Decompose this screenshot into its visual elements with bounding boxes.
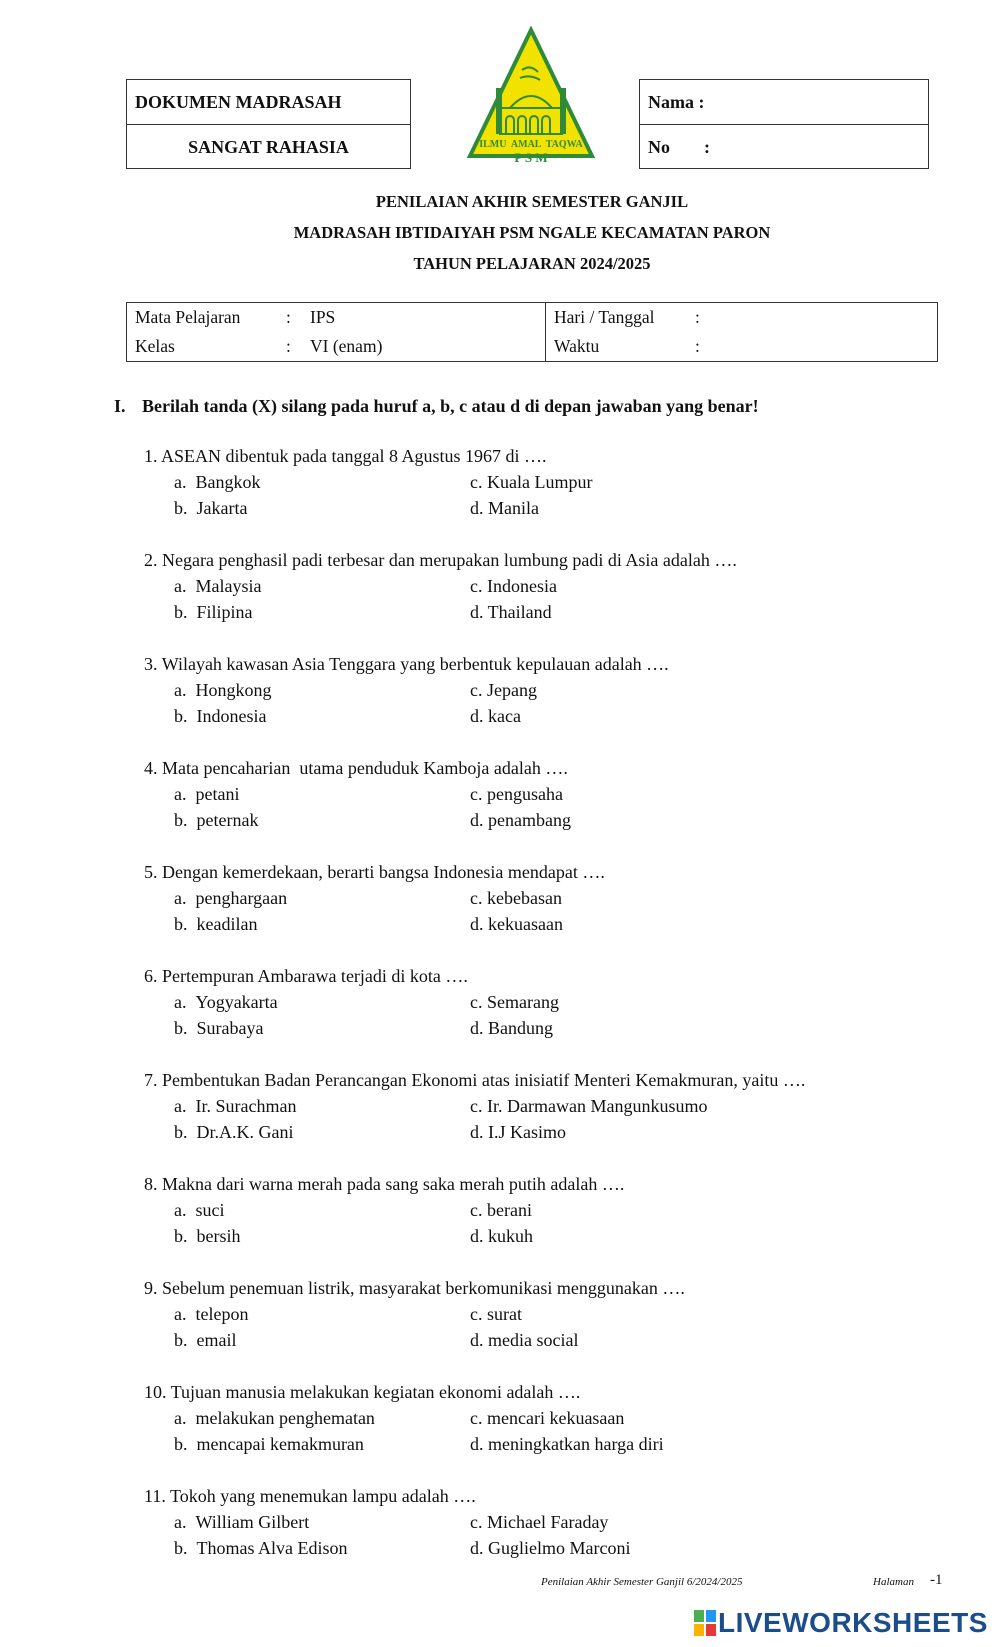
question-text: Pertempuran Ambarawa terjadi di kota …. [162,966,468,986]
section-instruction [114,396,759,417]
question-number: 11. [144,1486,166,1506]
number-colon: : [704,137,710,157]
option-b[interactable]: b. Dr.A.K. Gani [174,1122,294,1142]
question-text: Sebelum penemuan listrik, masyarakat berkomunikasi menggunakan …. [162,1278,685,1298]
class-value: VI (enam) [310,336,383,356]
option-c[interactable]: c. Kuala Lumpur [470,472,593,492]
page-label: Halaman [873,1576,914,1588]
time-colon: : [695,336,700,356]
exam-info-table [126,302,938,362]
question-number: 4. [144,758,158,778]
liveworksheets-logo [694,1606,988,1640]
question-item [144,963,559,1041]
option-a[interactable]: a. Bangkok [174,472,261,492]
question-item [144,1379,664,1457]
option-d[interactable]: d. kekuasaan [470,914,563,934]
option-c[interactable]: c. surat [470,1304,522,1324]
question-text: Tujuan manusia melakukan kegiatan ekonomi adalah …. [166,1382,581,1402]
liveworksheets-text: LIVEWORKSHEETS [718,1607,988,1638]
day-date-colon: : [695,307,700,327]
option-c[interactable]: c. Ir. Darmawan Mangunkusumo [470,1096,708,1116]
option-d[interactable]: d. media social [470,1330,579,1350]
question-text: Tokoh yang menemukan lampu adalah …. [170,1486,476,1506]
question-text: Pembentukan Badan Perancangan Ekonomi atas inisiatif Menteri Kemakmuran, yaitu …. [162,1070,806,1090]
question-text: Mata pencaharian utama penduduk Kamboja adalah …. [162,758,568,778]
option-d[interactable]: d. Guglielmo Marconi [470,1538,631,1558]
doc-type-label: DOKUMEN MADRASAH [135,92,342,112]
question-text: Wilayah kawasan Asia Tenggara yang berbentuk kepulauan adalah …. [161,654,669,674]
school-title: MADRASAH IBTIDAIYAH PSM NGALE KECAMATAN PARON [293,223,771,242]
question-item [144,1275,685,1353]
option-a[interactable]: a. petani [174,784,240,804]
option-a[interactable]: a. penghargaan [174,888,288,908]
question-item [144,755,571,833]
option-c[interactable]: c. Indonesia [470,576,557,596]
question-text: Dengan kemerdekaan, berarti bangsa Indonesia mendapat …. [162,862,605,882]
option-c[interactable]: c. Michael Faraday [470,1512,609,1532]
question-item [144,1171,624,1249]
logo-motto: ILMU AMAL TAQWA [479,139,583,150]
option-a[interactable]: a. melakukan penghematan [174,1408,375,1428]
option-d[interactable]: d. I.J Kasimo [470,1122,566,1142]
instruction-text: Berilah tanda (X) silang pada huruf a, b, c atau d di depan jawaban yang benar! [142,396,759,416]
school-logo [466,26,596,166]
day-date-label: Hari / Tanggal [554,307,655,327]
academic-year: TAHUN PELAJARAN 2024/2025 [413,254,651,273]
option-c[interactable]: c. mencari kekuasaan [470,1408,625,1428]
confidential-label: SANGAT RAHASIA [127,124,410,168]
option-a[interactable]: a. Hongkong [174,680,272,700]
question-item [144,651,669,729]
option-a[interactable]: a. William Gilbert [174,1512,310,1532]
number-label: No [648,137,670,157]
table-divider [545,303,546,361]
option-b[interactable]: b. Jakarta [174,498,248,518]
question-text: Negara penghasil padi terbesar dan merupakan lumbung padi di Asia adalah …. [162,550,737,570]
option-b[interactable]: b. mencapai kemakmuran [174,1434,364,1454]
option-a[interactable]: a. Ir. Surachman [174,1096,297,1116]
class-label: Kelas [135,336,175,356]
question-number: 2. [144,550,158,570]
option-d[interactable]: d. Manila [470,498,539,518]
option-b[interactable]: b. Surabaya [174,1018,264,1038]
option-c[interactable]: c. Jepang [470,680,537,700]
question-number: 10. [144,1382,167,1402]
option-b[interactable]: b. keadilan [174,914,258,934]
question-number: 7. [144,1070,158,1090]
question-number: 5. [144,862,158,882]
option-b[interactable]: b. Thomas Alva Edison [174,1538,348,1558]
option-d[interactable]: d. penambang [470,810,571,830]
question-item [144,1067,805,1145]
liveworksheets-icon [694,1610,716,1636]
option-b[interactable]: b. peternak [174,810,259,830]
question-number: 6. [144,966,158,986]
option-c[interactable]: c. Semarang [470,992,559,1012]
option-d[interactable]: d. Bandung [470,1018,553,1038]
option-d[interactable]: d. meningkatkan harga diri [470,1434,664,1454]
question-number: 8. [144,1174,158,1194]
class-colon: : [286,336,291,356]
section-numeral: I. [114,396,126,416]
question-number: 3. [144,654,158,674]
name-label: Nama : [648,92,705,112]
time-label: Waktu [554,336,600,356]
option-c[interactable]: c. kebebasan [470,888,562,908]
option-b[interactable]: b. Indonesia [174,706,267,726]
subject-colon: : [286,307,291,327]
question-number: 1. [144,446,158,466]
footer-text: Penilaian Akhir Semester Ganjil 6/2024/2025 [541,1576,743,1588]
subject-label: Mata Pelajaran [135,307,241,327]
option-a[interactable]: a. Malaysia [174,576,262,596]
exam-title: PENILAIAN AKHIR SEMESTER GANJIL [375,192,689,211]
number-field[interactable] [640,124,928,168]
question-number: 9. [144,1278,158,1298]
option-c[interactable]: c. pengusaha [470,784,563,804]
option-a[interactable]: a. Yogyakarta [174,992,278,1012]
student-identity-box [639,79,929,169]
document-classification-box [126,79,411,169]
subject-value: IPS [310,307,336,327]
option-d[interactable]: d. kukuh [470,1226,533,1246]
option-b[interactable]: b. Filipina [174,602,253,622]
option-a[interactable]: a. telepon [174,1304,249,1324]
page-number: -1 [930,1572,943,1588]
logo-org: P S M [514,150,548,165]
question-item [144,443,593,521]
question-item [144,547,737,625]
question-text: ASEAN dibentuk pada tanggal 8 Agustus 1967 di …. [161,446,547,466]
question-item [144,859,605,937]
question-item [144,1483,631,1561]
option-d[interactable]: d. Thailand [470,602,552,622]
option-d[interactable]: d. kaca [470,706,521,726]
option-b[interactable]: b. email [174,1330,237,1350]
name-field[interactable] [640,80,928,124]
question-text: Makna dari warna merah pada sang saka merah putih adalah …. [162,1174,625,1194]
option-a[interactable]: a. suci [174,1200,225,1220]
option-b[interactable]: b. bersih [174,1226,241,1246]
option-c[interactable]: c. berani [470,1200,532,1220]
